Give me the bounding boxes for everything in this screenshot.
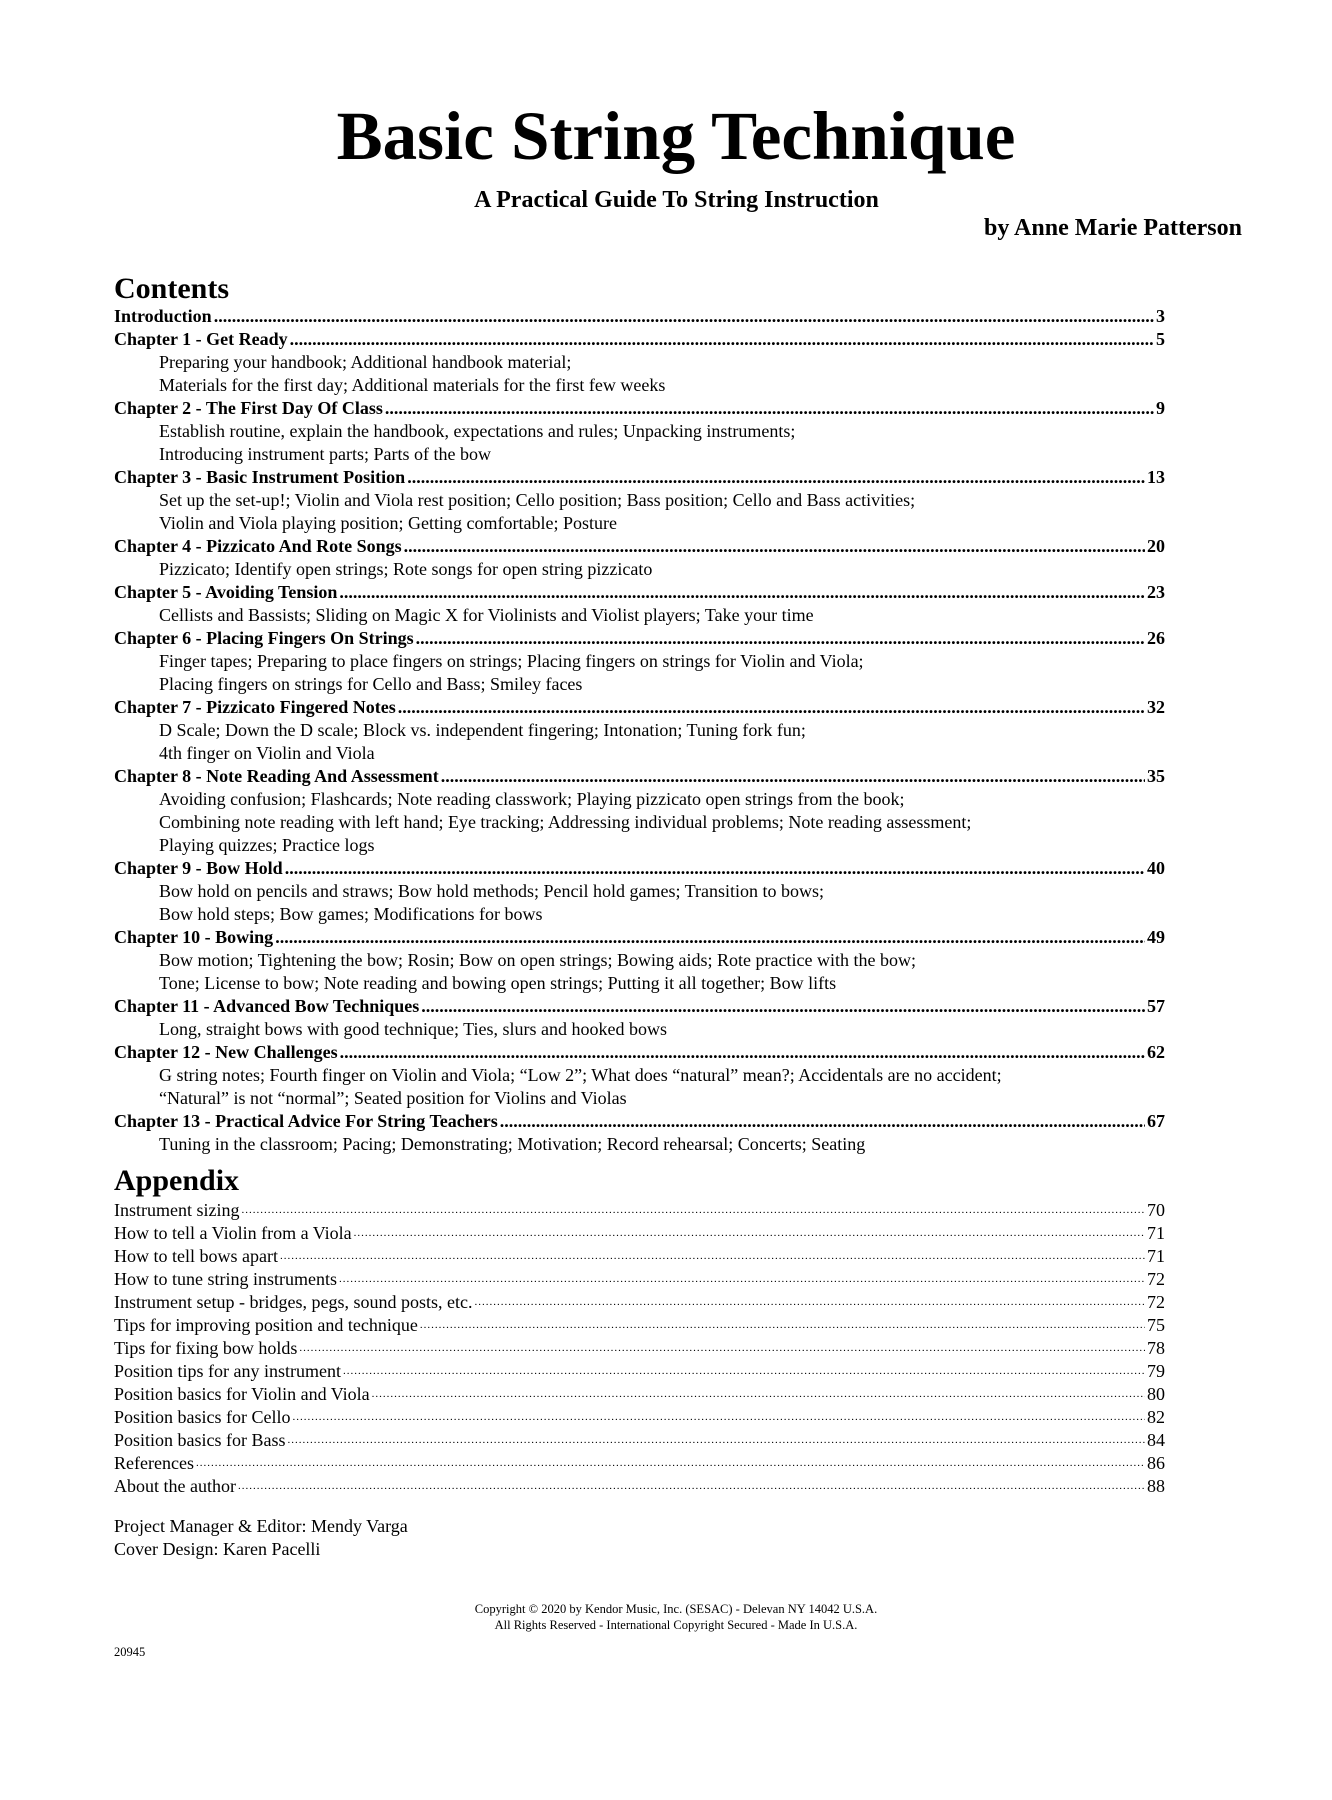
entry-title: Chapter 10 - Bowing (114, 927, 274, 947)
entry-page-number: 49 (1147, 927, 1165, 947)
entry-page-number: 3 (1156, 306, 1165, 326)
dot-leader (299, 1337, 1145, 1360)
entry-page-number: 40 (1147, 858, 1165, 878)
appendix-entry (114, 1337, 1165, 1360)
entry-title: How to tune string instruments (114, 1269, 337, 1289)
entry-page-number: 20 (1147, 536, 1165, 556)
dot-leader (285, 857, 1145, 880)
entry-title: Chapter 2 - The First Day Of Class (114, 398, 383, 418)
entry-title: Chapter 1 - Get Ready (114, 329, 288, 349)
entry-title: Chapter 5 - Avoiding Tension (114, 582, 338, 602)
entry-page-number: 79 (1147, 1361, 1165, 1381)
appendix-entry (114, 1222, 1165, 1245)
entry-page-number: 70 (1147, 1200, 1165, 1220)
entry-page-number: 75 (1147, 1315, 1165, 1335)
chapter-topics: Violin and Viola playing position; Getting comfortable; Posture (159, 513, 617, 533)
entry-title: Chapter 3 - Basic Instrument Position (114, 467, 406, 487)
dot-leader (416, 627, 1145, 650)
chapter-topics: 4th finger on Violin and Viola (159, 743, 375, 763)
dot-leader (290, 328, 1154, 351)
entry-title: About the author (114, 1476, 236, 1496)
chapter-topics: Combining note reading with left hand; Eye tracking; Addressing individual problems; Note reading assessment; (159, 812, 972, 832)
entry-page-number: 88 (1147, 1476, 1165, 1496)
dot-leader (293, 1406, 1146, 1429)
entry-title: Instrument setup - bridges, pegs, sound posts, etc. (114, 1292, 473, 1312)
entry-page-number: 32 (1147, 697, 1165, 717)
chapter-topics: G string notes; Fourth finger on Violin and Viola; “Low 2”; What does “natural” mean?; Accidentals are no accident; (159, 1065, 1002, 1085)
entry-page-number: 72 (1147, 1292, 1165, 1312)
book-title: Basic String Technique (336, 98, 1016, 174)
appendix-entry (114, 1406, 1165, 1429)
dot-leader (275, 926, 1145, 949)
entry-title: Introduction (114, 306, 212, 326)
dot-leader (404, 535, 1145, 558)
dot-leader (196, 1452, 1145, 1475)
dot-leader (372, 1383, 1145, 1406)
chapter-topics: Establish routine, explain the handbook, expectations and rules; Unpacking instruments; (159, 421, 796, 441)
chapter-topics: Set up the set-up!; Violin and Viola rest position; Cello position; Bass position; Cello and Bass activities; (159, 490, 916, 510)
contents-entry (114, 857, 1165, 880)
appendix-entry (114, 1360, 1165, 1383)
chapter-topics: Finger tapes; Preparing to place fingers on strings; Placing fingers on strings for Violin and Viola; (159, 651, 864, 671)
entry-title: How to tell a Violin from a Viola (114, 1223, 352, 1243)
dot-leader (214, 305, 1154, 328)
entry-page-number: 84 (1147, 1430, 1165, 1450)
entry-title: How to tell bows apart (114, 1246, 278, 1266)
editor-credit: Project Manager & Editor: Mendy Varga (114, 1516, 408, 1536)
copyright-line: Copyright © 2020 by Kendor Music, Inc. (SESAC) - Delevan NY 14042 U.S.A. (474, 1602, 878, 1616)
entry-page-number: 71 (1147, 1246, 1165, 1266)
dot-leader (354, 1222, 1145, 1245)
chapter-topics: Playing quizzes; Practice logs (159, 835, 375, 855)
rights-line: All Rights Reserved - International Copyright Secured - Made In U.S.A. (494, 1618, 858, 1632)
chapter-topics: Tuning in the classroom; Pacing; Demonstrating; Motivation; Record rehearsal; Concerts; Seating (159, 1134, 866, 1154)
appendix-entry (114, 1314, 1165, 1337)
entry-title: Chapter 4 - Pizzicato And Rote Songs (114, 536, 402, 556)
dot-leader (500, 1110, 1145, 1133)
entry-page-number: 13 (1147, 467, 1165, 487)
entry-title: Tips for fixing bow holds (114, 1338, 298, 1358)
dot-leader (241, 1199, 1145, 1222)
chapter-topics: Tone; License to bow; Note reading and bowing open strings; Putting it all together; Bow lifts (159, 973, 837, 993)
dot-leader (238, 1475, 1145, 1498)
appendix-heading: Appendix (114, 1164, 240, 1197)
dot-leader (339, 1268, 1145, 1291)
entry-title: References (114, 1453, 194, 1473)
entry-title: Chapter 13 - Practical Advice For String Teachers (114, 1111, 498, 1131)
entry-page-number: 5 (1156, 329, 1165, 349)
catalog-number: 20945 (114, 1645, 146, 1659)
chapter-topics: Avoiding confusion; Flashcards; Note reading classwork; Playing pizzicato open strings from the book; (159, 789, 905, 809)
appendix-entry (114, 1429, 1165, 1452)
entry-title: Chapter 8 - Note Reading And Assessment (114, 766, 439, 786)
dot-leader (474, 1291, 1145, 1314)
appendix-entry (114, 1245, 1165, 1268)
book-author: by Anne Marie Patterson (984, 215, 1242, 241)
entry-title: Position basics for Cello (114, 1407, 291, 1427)
appendix-entry (114, 1291, 1165, 1314)
appendix-entry (114, 1199, 1165, 1222)
appendix-entry (114, 1383, 1165, 1406)
contents-entry (114, 926, 1165, 949)
dot-leader (339, 581, 1145, 604)
contents-entry (114, 581, 1165, 604)
chapter-topics: Bow motion; Tightening the bow; Rosin; Bow on open strings; Bowing aids; Rote practice with the bow; (159, 950, 916, 970)
contents-entry (114, 466, 1165, 489)
entry-page-number: 80 (1147, 1384, 1165, 1404)
book-subtitle: A Practical Guide To String Instruction (474, 187, 879, 213)
chapter-topics: Pizzicato; Identify open strings; Rote songs for open string pizzicato (159, 559, 653, 579)
entry-title: Position basics for Bass (114, 1430, 286, 1450)
dot-leader (340, 1041, 1145, 1064)
entry-page-number: 57 (1147, 996, 1165, 1016)
chapter-topics: Bow hold on pencils and straws; Bow hold methods; Pencil hold games; Transition to bows; (159, 881, 824, 901)
chapter-topics: “Natural” is not “normal”; Seated position for Violins and Violas (159, 1088, 627, 1108)
chapter-topics: D Scale; Down the D scale; Block vs. independent fingering; Intonation; Tuning fork fun; (159, 720, 806, 740)
contents-entry (114, 1041, 1165, 1064)
appendix-entry (114, 1475, 1165, 1498)
entry-title: Position tips for any instrument (114, 1361, 341, 1381)
dot-leader (420, 1314, 1145, 1337)
dot-leader (407, 466, 1145, 489)
entry-title: Chapter 6 - Placing Fingers On Strings (114, 628, 414, 648)
entry-title: Position basics for Violin and Viola (114, 1384, 370, 1404)
contents-entry (114, 328, 1165, 351)
entry-title: Chapter 7 - Pizzicato Fingered Notes (114, 697, 396, 717)
entry-page-number: 78 (1147, 1338, 1165, 1358)
contents-list (114, 305, 1165, 1156)
appendix-list (114, 1199, 1165, 1498)
entry-title: Chapter 12 - New Challenges (114, 1042, 338, 1062)
dot-leader (441, 765, 1145, 788)
contents-heading: Contents (114, 272, 230, 305)
chapter-topics: Long, straight bows with good technique; Ties, slurs and hooked bows (159, 1019, 667, 1039)
entry-page-number: 67 (1147, 1111, 1165, 1131)
contents-entry (114, 765, 1165, 788)
appendix-entry (114, 1452, 1165, 1475)
entry-page-number: 71 (1147, 1223, 1165, 1243)
appendix-entry (114, 1268, 1165, 1291)
entry-page-number: 72 (1147, 1269, 1165, 1289)
entry-title: Tips for improving position and technique (114, 1315, 418, 1335)
entry-page-number: 62 (1147, 1042, 1165, 1062)
credits (114, 1515, 408, 1561)
dot-leader (398, 696, 1145, 719)
chapter-topics: Placing fingers on strings for Cello and Bass; Smiley faces (159, 674, 583, 694)
contents-entry (114, 397, 1165, 420)
contents-entry (114, 305, 1165, 328)
dot-leader (421, 995, 1145, 1018)
contents-entry (114, 696, 1165, 719)
contents-entry (114, 535, 1165, 558)
dot-leader (343, 1360, 1145, 1383)
contents-entry (114, 995, 1165, 1018)
entry-page-number: 35 (1147, 766, 1165, 786)
chapter-topics: Materials for the first day; Additional materials for the first few weeks (159, 375, 666, 395)
entry-page-number: 82 (1147, 1407, 1165, 1427)
contents-entry (114, 1110, 1165, 1133)
contents-entry (114, 627, 1165, 650)
entry-page-number: 23 (1147, 582, 1165, 602)
cover-credit: Cover Design: Karen Pacelli (114, 1539, 321, 1559)
dot-leader (280, 1245, 1145, 1268)
entry-title: Instrument sizing (114, 1200, 240, 1220)
chapter-topics: Cellists and Bassists; Sliding on Magic X for Violinists and Violist players; Take your time (159, 605, 814, 625)
dot-leader (288, 1429, 1145, 1452)
chapter-topics: Preparing your handbook; Additional handbook material; (159, 352, 572, 372)
entry-page-number: 9 (1156, 398, 1165, 418)
chapter-topics: Bow hold steps; Bow games; Modifications for bows (159, 904, 543, 924)
dot-leader (385, 397, 1154, 420)
entry-page-number: 26 (1147, 628, 1165, 648)
copyright-notice (0, 1601, 1332, 1633)
entry-title: Chapter 11 - Advanced Bow Techniques (114, 996, 420, 1016)
entry-title: Chapter 9 - Bow Hold (114, 858, 283, 878)
entry-page-number: 86 (1147, 1453, 1165, 1473)
chapter-topics: Introducing instrument parts; Parts of the bow (159, 444, 491, 464)
